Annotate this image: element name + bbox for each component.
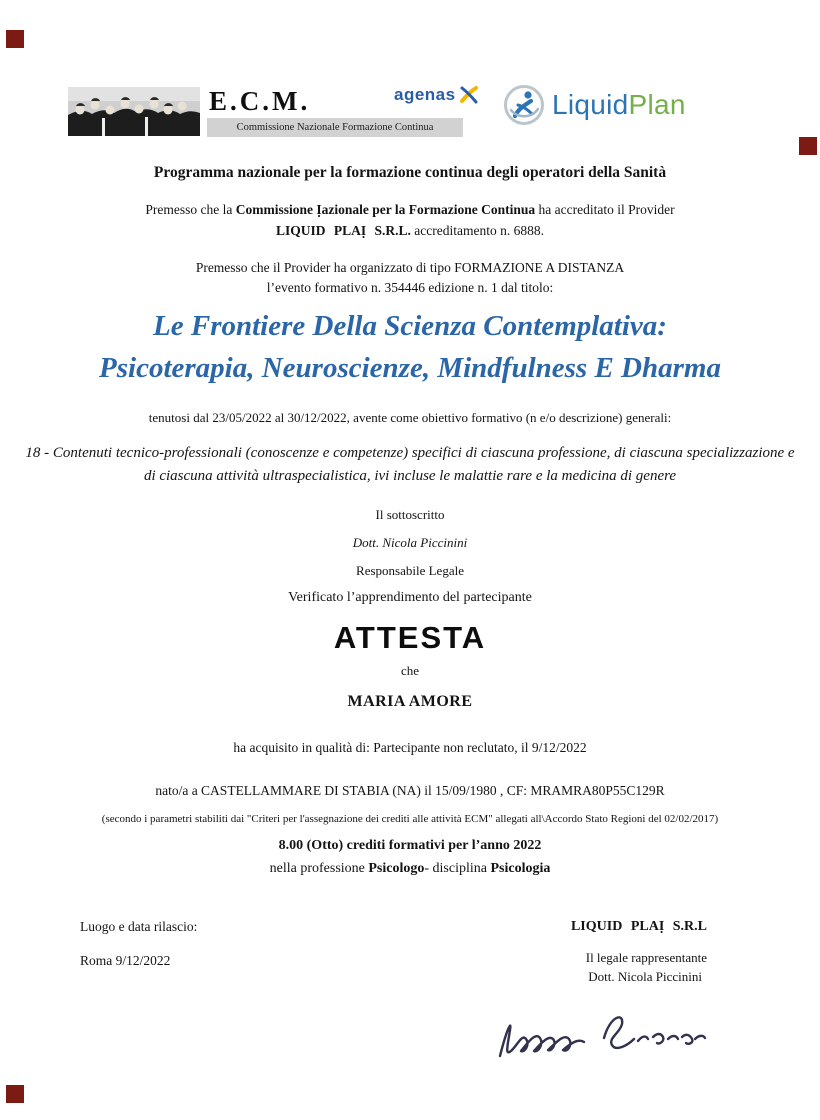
provider-name: LIQUID PLAỊ S.R.L. [276, 223, 411, 238]
ecm-logo-subtitle: Commissione Nazionale Formazione Continua [207, 118, 463, 137]
verification-line: Verificato l’apprendimento del partecipante [288, 590, 532, 605]
liquidplan-logo [503, 84, 686, 126]
accreditation-pre: Premesso che la [145, 202, 236, 217]
liquidplan-word-liquid: Liquid [552, 89, 629, 120]
liquidplan-word-plan: Plan [628, 89, 686, 120]
participant-name: MARIA AMORE [347, 693, 473, 710]
signature-image [492, 996, 710, 1076]
profession-pre: nella professione [269, 861, 369, 876]
ecm-group-photo-image [68, 87, 200, 136]
legal-representative-name: Dott. Nicola Piccinini [352, 535, 468, 550]
agenas-label: agenas [394, 85, 456, 104]
signature [492, 996, 710, 1081]
agenas-logo [394, 85, 479, 105]
accreditation-commission: Commissione Ịazionale per la Formazione Continua [235, 202, 536, 217]
credits-line: 8.00 (Otto) crediti formativi per l’anno 2022 [278, 838, 542, 853]
birth-and-cf-line: nato/a a CASTELLAMMARE DI STABIA (NA) il 15/09/1980 , CF: MRAMRA80P55C129R [155, 783, 665, 798]
che-word: che [400, 663, 420, 678]
liquidplan-runner-icon [503, 84, 545, 126]
liquidplan-wordmark [552, 89, 686, 121]
event-number-line: l’evento formativo n. 354446 edizione n. 1 dal titolo: [266, 280, 554, 295]
participation-line: ha acquisito in qualità di: Partecipante non reclutato, il 9/12/2022 [233, 740, 587, 755]
agenas-ribbon-icon [459, 85, 479, 105]
accreditation-post: ha accreditato il Provider [535, 202, 675, 217]
legal-representative-role: Responsabile Legale [356, 563, 464, 578]
course-dates-line: tenutosi dal 23/05/2022 al 30/12/2022, avente come obiettivo formativo (n e/o descrizione) generali: [148, 410, 672, 425]
ecm-logo-title: E.C.M. [209, 86, 311, 116]
accreditation-line [0, 202, 820, 218]
profession-line [0, 861, 820, 877]
course-title-line1: Le Frontiere Della Scienza Contemplativa: [153, 310, 667, 342]
place-date-label: Luogo e data rilascio: [80, 919, 198, 934]
course-title-line2: Psicoterapia, Neuroscienze, Mindfulness E Dharma [99, 352, 721, 384]
corner-mark-top-left [6, 30, 24, 48]
subscriber-intro: Il sottoscritto [375, 507, 445, 522]
course-objective: 18 - Contenuti tecnico-professionali (conoscenze e competenze) specifici di ciascuna professione, di ciascuna specializzazione e di ciascuna attività ultraspecialistica, ivi incluse le malattie rare e la medicina di genere [25, 445, 795, 484]
profession-value: Psicologo [368, 861, 425, 876]
footer-rep-name: Dott. Nicola Piccinini [588, 969, 702, 984]
footer-company-name: LIQUID PLAỊ S.R.L [570, 919, 707, 934]
attesta-heading: ATTESTA [333, 620, 487, 655]
provider-accreditation-number: accreditamento n. 6888. [410, 223, 544, 238]
corner-mark-bottom-left [6, 1085, 24, 1103]
place-date-value: Roma 9/12/2022 [80, 953, 171, 968]
ecm-group-photo [68, 87, 200, 136]
provider-accreditation-line [0, 223, 820, 239]
profession-mid: - disciplina [424, 861, 491, 876]
event-type-line: Premesso che il Provider ha organizzato di tipo FORMAZIONE A DISTANZA [195, 260, 625, 275]
corner-mark-right [799, 137, 817, 155]
discipline-value: Psicologia [490, 861, 551, 876]
criteria-line: (secondo i parametri stabiliti dai "Criteri per l'assegnazione dei crediti alle attività ECM" allegati all\Accordo Stato Regioni del 02/02/2017) [101, 813, 719, 825]
footer-rep-label: Il legale rappresentante [585, 950, 707, 965]
program-title: Programma nazionale per la formazione continua degli operatori della Sanità [153, 164, 667, 181]
